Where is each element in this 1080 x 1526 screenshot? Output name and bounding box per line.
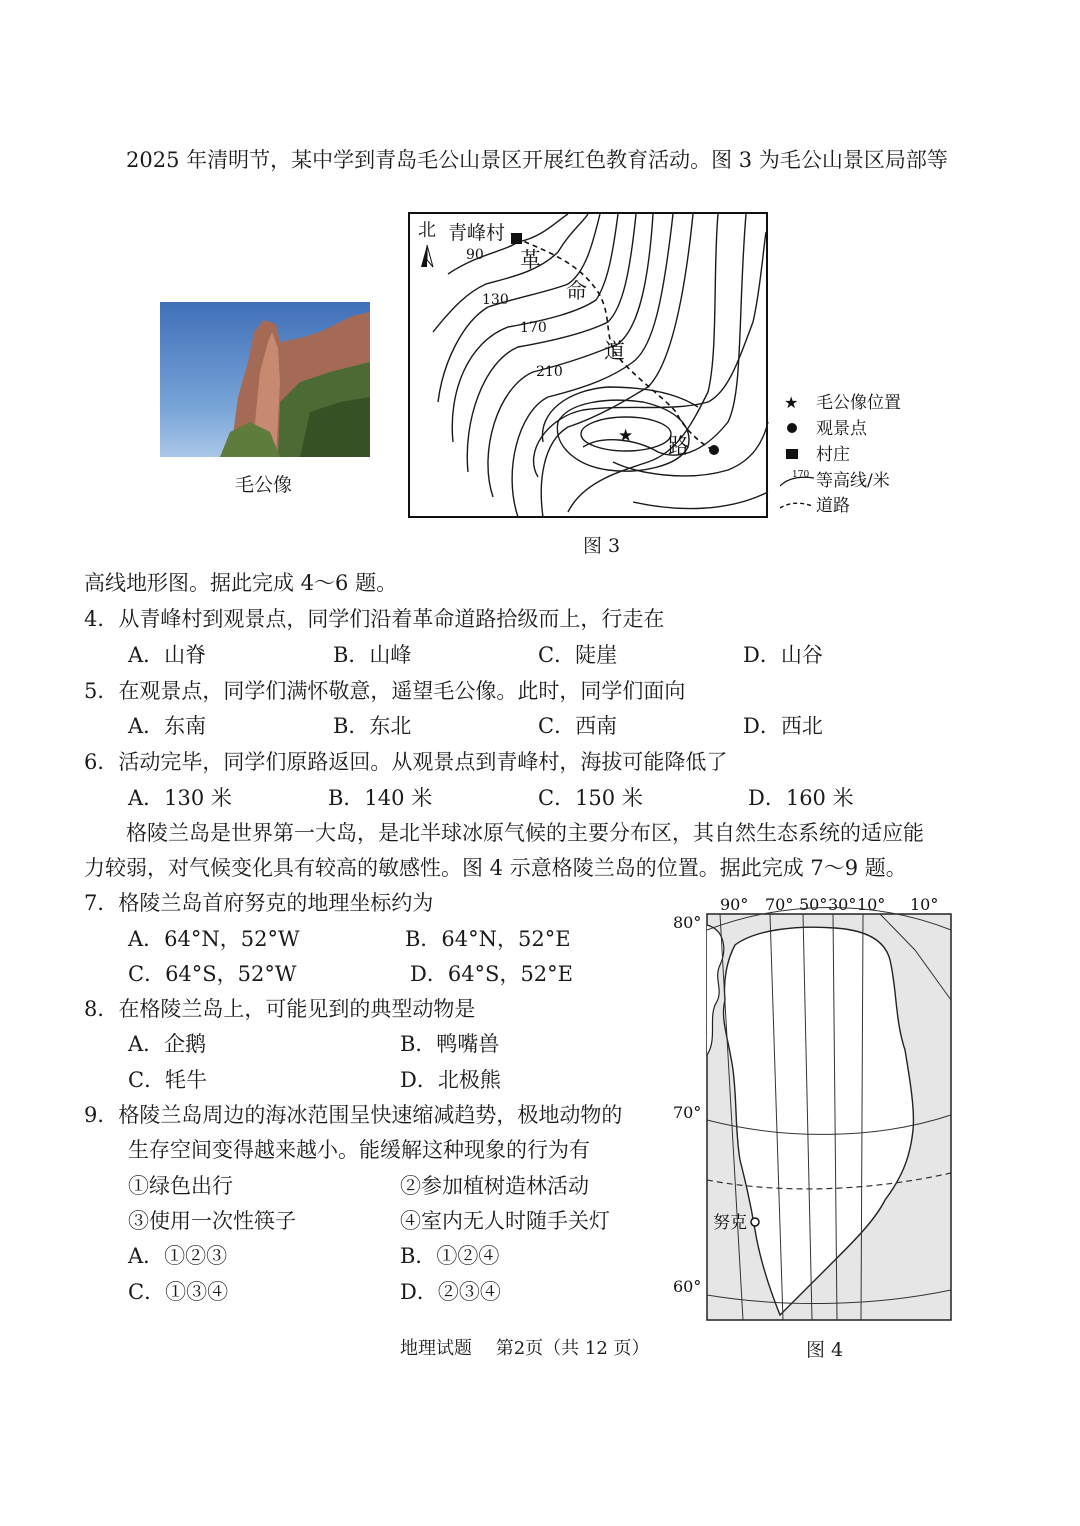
q8-option-b: B．鸭嘴兽 bbox=[400, 1032, 500, 1056]
q6-stem: 6．活动完毕，同学们原路返回。从观景点到青峰村，海拔可能降低了 bbox=[84, 750, 728, 774]
legend-road-icon bbox=[780, 503, 812, 508]
lon-label-70w: 70° bbox=[765, 895, 794, 914]
intro-paragraph-2: 格陵兰岛是世界第一大岛，是北半球冰原气候的主要分布区，其自然生态系统的适应能 bbox=[126, 821, 924, 845]
q9-option-a: A．①②③ bbox=[128, 1244, 228, 1268]
q5-option-c: C．西南 bbox=[538, 714, 618, 738]
q7-stem: 7．格陵兰岛首府努克的地理坐标约为 bbox=[84, 891, 434, 915]
fig4-caption: 图 4 bbox=[806, 1339, 844, 1361]
legend-contour: 等高线/米 bbox=[816, 471, 890, 491]
q4-stem: 4．从青峰村到观景点，同学们沿着革命道路拾级而上，行走在 bbox=[84, 607, 665, 631]
q4-option-b: B．山峰 bbox=[333, 643, 412, 667]
photo-caption: 毛公像 bbox=[235, 474, 293, 496]
q9-item-4: ④室内无人时随手关灯 bbox=[400, 1209, 610, 1233]
lon-label-30w: 30° bbox=[828, 895, 857, 914]
lon-label-10e: 10° bbox=[910, 895, 939, 914]
page-footer: 地理试题 第2页（共 12 页） bbox=[400, 1338, 650, 1359]
legend-statue: 毛公像位置 bbox=[816, 393, 901, 413]
q7-option-d: D．64°S，52°E bbox=[410, 962, 573, 986]
q8-stem: 8．在格陵兰岛上，可能见到的典型动物是 bbox=[84, 997, 476, 1021]
q6-option-a: A．130 米 bbox=[128, 786, 232, 810]
q6-option-b: B．140 米 bbox=[328, 786, 433, 810]
q9-item-3: ③使用一次性筷子 bbox=[128, 1209, 296, 1233]
intro-paragraph-1-cont: 高线地形图。据此完成 4～6 题。 bbox=[84, 571, 398, 595]
intro-paragraph-2-cont: 力较弱，对气候变化具有较高的敏感性。图 4 示意格陵兰岛的位置。据此完成 7～9 题。 bbox=[84, 856, 907, 880]
north-label: 北 bbox=[418, 220, 436, 241]
road-char-4: 路 bbox=[668, 434, 689, 458]
q5-option-b: B．东北 bbox=[333, 714, 412, 738]
contour-label-170: 170 bbox=[520, 320, 547, 336]
q8-option-a: A．企鹅 bbox=[128, 1032, 207, 1056]
statue-photo bbox=[160, 302, 370, 457]
lon-label-10w: 10° bbox=[857, 895, 886, 914]
lon-label-50w: 50° bbox=[799, 895, 828, 914]
contour-label-130: 130 bbox=[482, 292, 509, 308]
q9-stem-line2: 生存空间变得越来越小。能缓解这种现象的行为有 bbox=[128, 1138, 590, 1162]
fig3-caption: 图 3 bbox=[583, 535, 621, 557]
q6-option-d: D．160 米 bbox=[748, 786, 854, 810]
lat-label-60: 60° bbox=[673, 1277, 702, 1296]
legend-square-icon bbox=[786, 449, 798, 459]
contour-label-210: 210 bbox=[536, 364, 563, 380]
village-square-icon bbox=[511, 233, 522, 244]
lat-label-70: 70° bbox=[673, 1103, 702, 1122]
road-char-1: 革 bbox=[520, 248, 541, 272]
nuuk-dot-icon bbox=[751, 1218, 759, 1226]
q8-option-d: D．北极熊 bbox=[400, 1068, 501, 1092]
q7-option-b: B．64°N，52°E bbox=[405, 927, 571, 951]
q5-stem: 5．在观景点，同学们满怀敬意，遥望毛公像。此时，同学们面向 bbox=[84, 679, 686, 703]
legend-dot-icon bbox=[787, 423, 797, 433]
q5-option-a: A．东南 bbox=[128, 714, 207, 738]
q4-option-c: C．陡崖 bbox=[538, 643, 618, 667]
nuuk-label: 努克 bbox=[713, 1213, 747, 1233]
greenland-map bbox=[665, 890, 965, 1374]
q9-item-2: ②参加植树造林活动 bbox=[400, 1174, 589, 1198]
q4-option-a: A．山脊 bbox=[128, 643, 207, 667]
road-char-2: 命 bbox=[566, 279, 587, 303]
contour-label-90: 90 bbox=[466, 247, 484, 263]
q6-option-c: C．150 米 bbox=[538, 786, 643, 810]
legend-viewpoint: 观景点 bbox=[816, 419, 867, 439]
q9-stem-line1: 9．格陵兰岛周边的海冰范围呈快速缩减趋势，极地动物的 bbox=[84, 1103, 623, 1127]
legend-star-icon: ★ bbox=[784, 393, 799, 412]
q8-option-c: C．牦牛 bbox=[128, 1068, 208, 1092]
intro-paragraph-1: 2025 年清明节，某中学到青岛毛公山景区开展红色教育活动。图 3 为毛公山景区局部等 bbox=[126, 148, 948, 172]
map-legend bbox=[780, 390, 940, 520]
q9-option-c: C．①③④ bbox=[128, 1280, 229, 1304]
lat-label-80: 80° bbox=[673, 913, 702, 932]
q4-option-d: D．山谷 bbox=[743, 643, 823, 667]
viewpoint-dot-icon bbox=[709, 445, 719, 455]
q9-item-1: ①绿色出行 bbox=[128, 1174, 233, 1198]
lon-label-90w: 90° bbox=[720, 895, 749, 914]
q7-option-c: C．64°S，52°W bbox=[128, 962, 297, 986]
statue-star-icon: ★ bbox=[618, 426, 634, 446]
legend-contour-sample: 170 bbox=[792, 470, 810, 480]
q9-option-b: B．①②④ bbox=[400, 1244, 500, 1268]
legend-road: 道路 bbox=[816, 496, 850, 516]
q9-option-d: D．②③④ bbox=[400, 1280, 501, 1304]
contour-map bbox=[408, 212, 770, 524]
q5-option-d: D．西北 bbox=[743, 714, 823, 738]
legend-village: 村庄 bbox=[816, 445, 850, 465]
q7-option-a: A．64°N，52°W bbox=[128, 927, 300, 951]
village-label: 青峰村 bbox=[448, 222, 506, 244]
road-char-3: 道 bbox=[604, 339, 625, 363]
